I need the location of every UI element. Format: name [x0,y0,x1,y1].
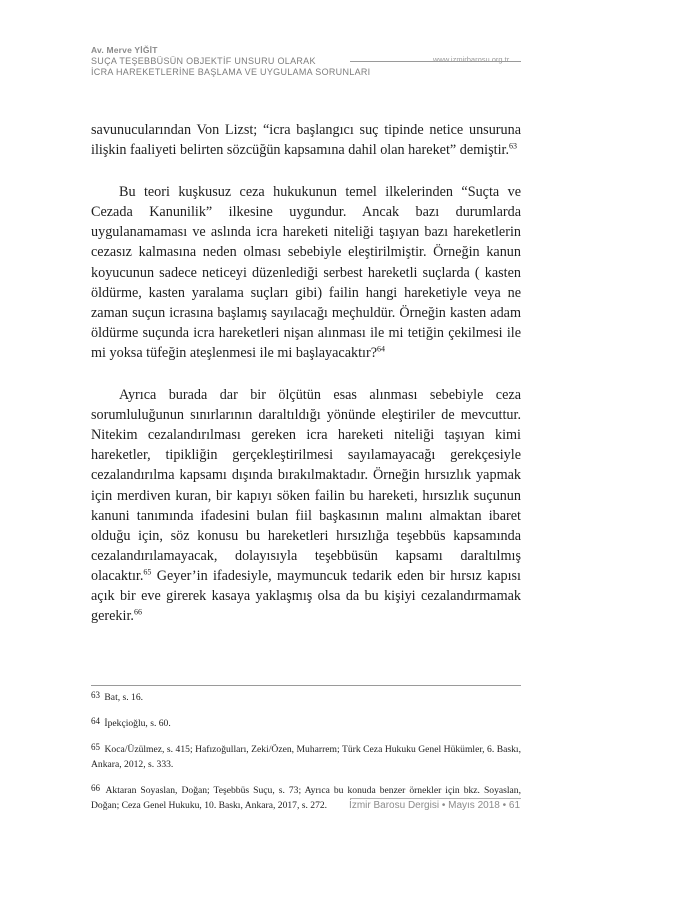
footnote-number: 63 [91,690,100,700]
paragraph [91,120,521,160]
main-text [91,120,521,648]
footnote [91,716,521,731]
paragraph-text: Geyer’in ifadesiyle, maymuncuk tedarik eden bir hırsız kapısı açık bir eve girerek kasaya yaklaşmış olsa da bu kişiyi cezalandırmamak gerekir. [91,567,521,625]
footnote-ref: 65 [143,567,152,577]
paragraph-text: savunucularından Von Lizst; “icra başlangıcı suç tipinde netice unsuruna ilişkin faaliyeti belirten sözcüğün kapsamına dahil olan hareket” demiştir. [91,122,521,159]
footnote-divider [91,685,521,686]
page-footer: İzmir Barosu Dergisi • Mayıs 2018 • 61 [349,800,520,811]
paragraph-text: Ayrıca burada dar bir ölçütün esas alınması sebebiyle ceza sorumluluğunun sınırlarının daraltıldığı yönünde eleştiriler de mevcuttur. Nitekim cezalandırılması gereken icra hareketi niteliği taşıyan kimi hareketler, tipikliğin gerçekleştirilmesi sayılamayacağı gerekçesiyle cezalandırılma kapsamı dışında bırakılmaktadır. Örneğin hırsızlık yapmak için merdiven kuran, bir kapıyı söken failin bu hareketi, hırsızlık suçunun kanuni tanımında ifadesini bulan fiil başkasının malını almaktan ibaret olduğu için, söz konusu bu hareketleri hırsızlığa teşebbüs kapsamında cezalandırılamayacak, dolayısıyla teşebbüsün kapsamı daraltılmış olacaktır. [91,387,521,584]
footnote-ref: 64 [377,344,386,354]
footnote-text: Koca/Üzülmez, s. 415; Hafızoğulları, Zeki/Özen, Muharrem; Türk Ceza Hukuku Genel Hükümler, 6. Baskı, Ankara, 2012, s. 333. [91,744,521,770]
footer-divider [350,798,521,799]
footnote-ref: 66 [133,607,142,617]
footnote-ref: 63 [509,141,518,151]
footnote-text: Aktaran Soyaslan, Doğan; Teşebbüs Suçu, s. 73; Ayrıca bu konuda benzer örnekler için bkz. Soyaslan, Doğan; Ceza Genel Hukuku, 10. Baskı, Ankara, 2017, s. 272. [91,785,522,811]
footnote [91,742,521,772]
footnote-number: 66 [91,783,100,793]
footnote [91,690,521,705]
footnote-number: 64 [91,716,100,726]
author-prefix: Av. Merve [91,45,135,55]
article-title-line-1: SUÇA TEŞEBBÜSÜN OBJEKTİF UNSURU OLARAK [91,56,316,66]
author-name: YİĞİT [134,45,158,55]
paragraph [91,182,521,363]
article-title-line-2: İCRA HAREKETLERİNE BAŞLAMA VE UYGULAMA SORUNLARI [91,67,371,77]
footnote-text: İpekçioğlu, s. 60. [104,718,171,729]
website-url: www.izmirbarosu.org.tr [433,55,510,64]
paragraph [91,385,521,626]
paragraph-text: Bu teori kuşkusuz ceza hukukunun temel ilkelerinden “Suçta ve Cezada Kanunilik” ilkesine uygundur. Ancak bazı durumlarda uygulanamaması ve aslında icra hareketi niteliği taşıyan bazı hareketlerin cezasız kalmasına neden olması sebebiyle eleştirilmiştir. Örneğin kanun koyucunun sadece neticeyi düzenlediği serbest hareketli suçlarda ( kasten öldürme, kasten yaralama suçları gibi) failin hangi hareketiyle veya ne zaman suçun icrasına başlamış sayılacağı meçhuldür. Örneğin kasten adam öldürme suçunda icra hareketleri nişan alınması ile mi tetiğin çekilmesi ile mi yoksa tüfeğin ateşlenmesi ile mi başlayacaktır? [91,184,521,361]
footnote-number: 65 [91,742,100,752]
footnote-text: Bat, s. 16. [104,692,144,703]
